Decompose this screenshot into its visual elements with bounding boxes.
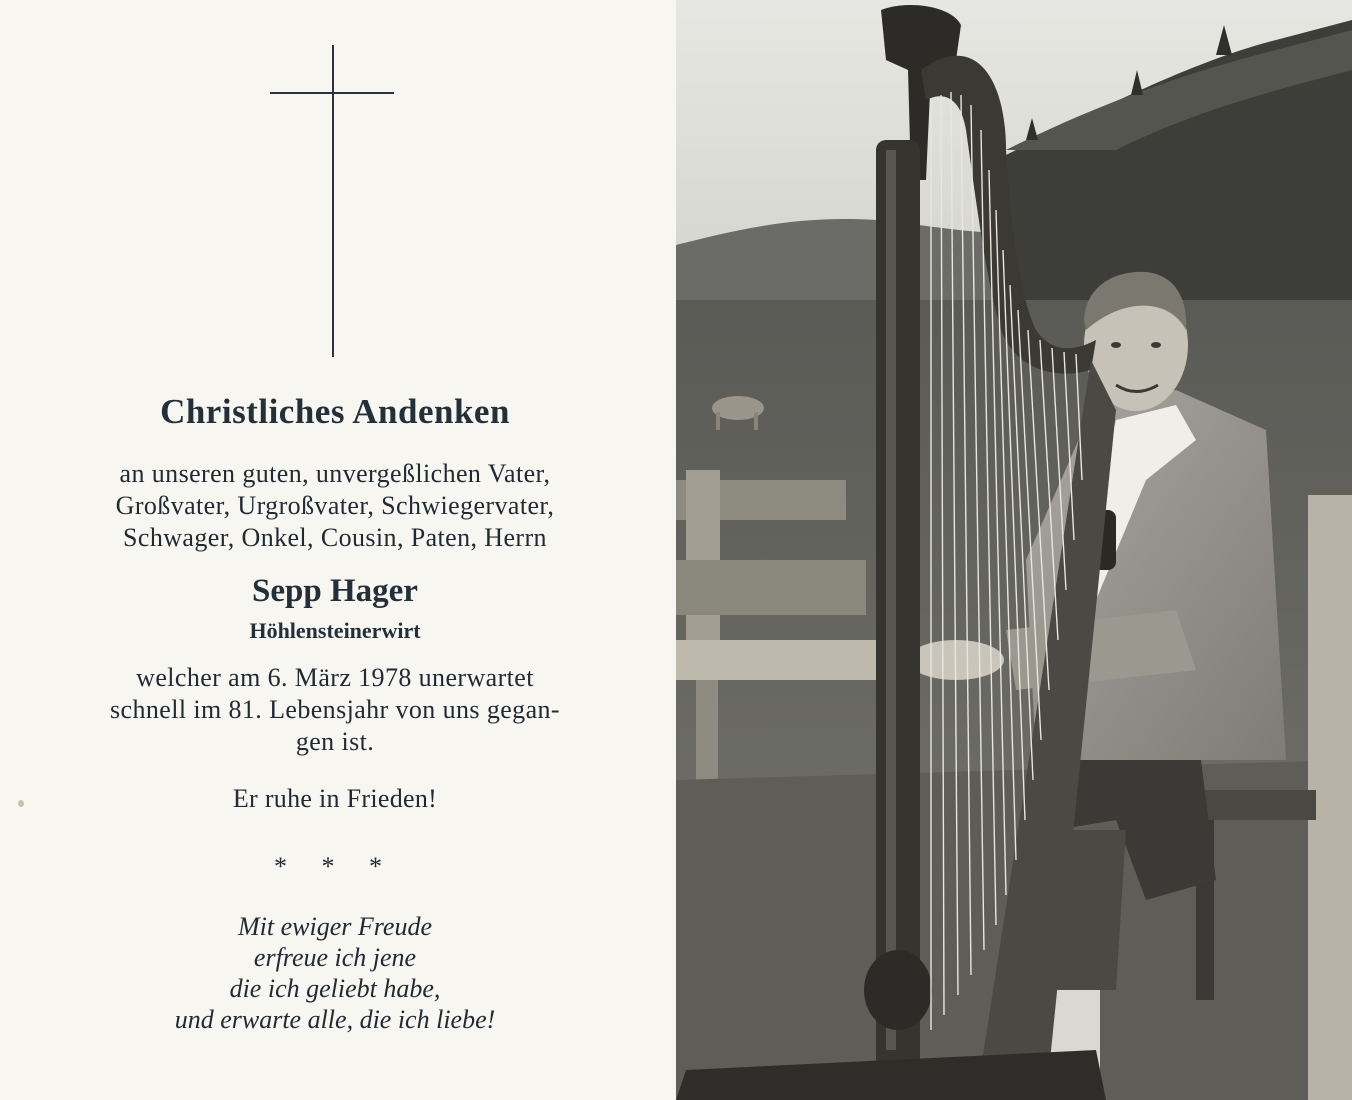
cow-leg [754,412,758,430]
cow-leg [716,412,720,430]
eye [1151,342,1161,348]
harp-column [876,140,920,1070]
rest-in-peace-line: Er ruhe in Frieden! [232,784,438,813]
cross-icon [270,45,394,357]
deceased-name: Sepp Hager [252,573,418,609]
portrait-photo [676,0,1352,1100]
death-line: schnell im 81. Lebensjahr von uns gegan- [110,695,560,724]
trough [676,560,866,615]
deceased-epithet: Höhlensteinerwirt [249,618,421,643]
harp-column-base-ornament [864,950,932,1030]
death-line: gen ist. [295,727,375,756]
verse-line: die ich geliebt habe, [229,974,441,1003]
paper-spot [18,800,24,807]
bench-leg [696,680,718,780]
harpist-photo-illustration [676,0,1352,1100]
intro-line: an unseren guten, unvergeßlichen Vater, [119,459,551,488]
closing-verse [60,911,610,1035]
intro-text [60,458,610,554]
intro-line: Großvater, Urgroßvater, Schwiegervater, [115,491,555,520]
verse-line: und erwarte alle, die ich liebe! [174,1005,496,1034]
intro-line: Schwager, Onkel, Cousin, Paten, Herrn [123,523,547,552]
death-line: welcher am 6. März 1978 unerwartet [136,663,534,692]
death-notice [60,662,610,758]
bench-top [676,640,876,680]
asterisk-divider: * * * [274,852,396,881]
harp-column-highlight [886,150,896,1050]
card-heading: Christliches Andenken [160,392,510,431]
verse-line: erfreue ich jene [253,943,417,972]
verse-line: Mit ewiger Freude [238,912,432,941]
eye [1111,342,1121,348]
